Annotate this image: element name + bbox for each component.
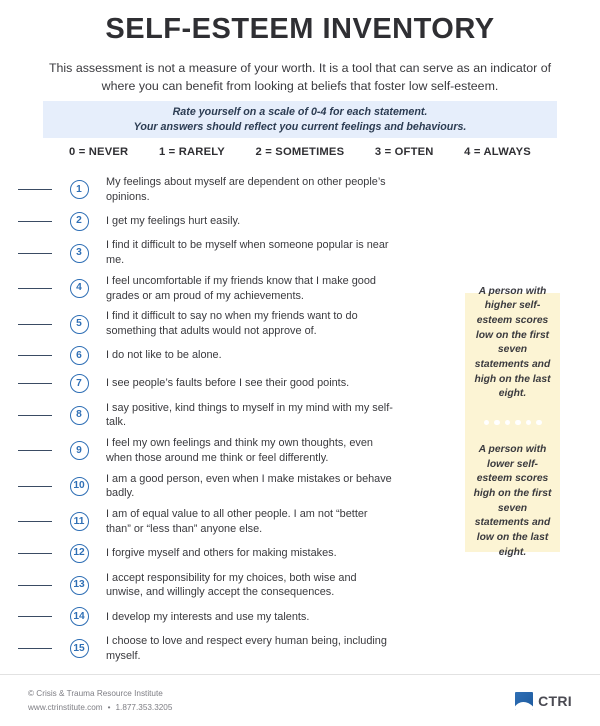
footer-phone: 1.877.353.3205 bbox=[115, 702, 173, 712]
footer-contact bbox=[28, 701, 172, 714]
blank-line bbox=[18, 585, 52, 586]
statement-text: I see people’s faults before I see their good points. bbox=[106, 377, 350, 390]
statement-number-badge: 3 bbox=[70, 244, 89, 263]
statement-text: I do not like to be alone. bbox=[106, 349, 222, 362]
statement-number-wrap bbox=[62, 279, 96, 298]
blank-line bbox=[18, 616, 52, 617]
statement-number-badge: 4 bbox=[70, 279, 89, 298]
score-blank-field[interactable] bbox=[0, 553, 62, 554]
blank-line bbox=[18, 221, 52, 222]
scale-option-3: 3 = OFTEN bbox=[374, 146, 434, 158]
blank-line bbox=[18, 189, 52, 190]
score-blank-field[interactable] bbox=[0, 324, 62, 325]
score-blank-field[interactable] bbox=[0, 221, 62, 222]
statement-number-badge: 12 bbox=[70, 544, 89, 563]
statement-text: I get my feelings hurt easily. bbox=[106, 215, 241, 228]
footer-credits bbox=[28, 687, 172, 713]
score-blank-field[interactable] bbox=[0, 189, 62, 190]
blank-line bbox=[18, 288, 52, 289]
statement-text: I choose to love and respect every human being, including myself. bbox=[106, 634, 387, 662]
statement-number-wrap bbox=[62, 406, 96, 425]
score-blank-field[interactable] bbox=[0, 521, 62, 522]
statement-text: I feel my own feelings and think my own thoughts, even when those around me think or feel differently. bbox=[106, 437, 373, 464]
statement-number-wrap bbox=[62, 346, 96, 365]
instruction-band bbox=[43, 101, 557, 138]
statement-text: I say positive, kind things to myself in my mind with my self-talk. bbox=[106, 401, 393, 429]
blank-line bbox=[18, 648, 52, 649]
statement-number-wrap bbox=[62, 315, 96, 334]
statement-number-badge: 9 bbox=[70, 441, 89, 460]
score-blank-field[interactable] bbox=[0, 648, 62, 649]
separator-dot bbox=[526, 420, 532, 426]
statement-text: I accept responsibility for my choices, both wise and unwise, and willingly accept the consequences. bbox=[106, 571, 357, 599]
scale-option-0: 0 = NEVER bbox=[69, 146, 129, 158]
statement-number-wrap bbox=[62, 639, 96, 658]
separator-dot bbox=[484, 420, 490, 426]
page-footer bbox=[0, 674, 600, 726]
ctri-logo bbox=[515, 692, 572, 710]
statement-text: I forgive myself and others for making mistakes. bbox=[106, 547, 337, 560]
statement-row bbox=[0, 172, 600, 207]
intro-paragraph: This assessment is not a measure of your worth. It is a tool that can serve as an indicator of where you can benefit from looking at beliefs that foster low self-esteem. bbox=[48, 60, 552, 93]
blank-line bbox=[18, 324, 52, 325]
statement-number-wrap bbox=[62, 544, 96, 563]
ctri-logo-text: CTRI bbox=[538, 692, 572, 709]
statement-number-wrap bbox=[62, 374, 96, 393]
footer-website-link[interactable]: www.ctrinstitute.com bbox=[28, 702, 103, 712]
statement-row bbox=[0, 603, 600, 631]
statement-text: My feelings about myself are dependent on other people’s opinions. bbox=[106, 176, 386, 203]
statement-number-badge: 13 bbox=[70, 576, 89, 595]
statement-number-badge: 2 bbox=[70, 212, 89, 231]
blank-line bbox=[18, 521, 52, 522]
statement-number-wrap bbox=[62, 576, 96, 595]
statement-text: I develop my interests and use my talents. bbox=[106, 610, 310, 623]
blank-line bbox=[18, 383, 52, 384]
statement-number-wrap bbox=[62, 512, 96, 531]
statement-row bbox=[0, 235, 600, 270]
note-paragraph-1: A person with higher self-esteem scores low on the first seven statements and high on the last eight. bbox=[474, 285, 551, 400]
statement-number-badge: 5 bbox=[70, 315, 89, 334]
footer-separator: • bbox=[107, 702, 111, 712]
blank-line bbox=[18, 415, 52, 416]
page-title: SELF-ESTEEM INVENTORY bbox=[105, 13, 495, 45]
scoring-note-box bbox=[465, 285, 560, 558]
statement-number-badge: 8 bbox=[70, 406, 89, 425]
footer-copyright: © Crisis & Trauma Resource Institute bbox=[28, 689, 163, 699]
statement-number-badge: 1 bbox=[70, 180, 89, 199]
statement-row bbox=[0, 631, 600, 666]
blank-line bbox=[18, 486, 52, 487]
ctri-wave-icon bbox=[515, 692, 533, 710]
blank-line bbox=[18, 450, 52, 451]
score-blank-field[interactable] bbox=[0, 616, 62, 617]
statement-number-badge: 6 bbox=[70, 346, 89, 365]
score-blank-field[interactable] bbox=[0, 415, 62, 416]
scale-option-4: 4 = ALWAYS bbox=[464, 146, 531, 158]
scale-option-2: 2 = SOMETIMES bbox=[255, 146, 345, 158]
separator-dot bbox=[515, 420, 521, 426]
statement-number-badge: 10 bbox=[70, 477, 89, 496]
separator-dot bbox=[536, 420, 542, 426]
blank-line bbox=[18, 355, 52, 356]
separator-dot bbox=[494, 420, 500, 426]
statement-text: I find it difficult to be myself when someone popular is near me. bbox=[106, 239, 389, 267]
statement-number-badge: 11 bbox=[70, 512, 89, 531]
statement-number-wrap bbox=[62, 244, 96, 263]
blank-line bbox=[18, 253, 52, 254]
blank-line bbox=[18, 553, 52, 554]
dot-separator bbox=[484, 420, 542, 426]
score-blank-field[interactable] bbox=[0, 383, 62, 384]
score-blank-field[interactable] bbox=[0, 486, 62, 487]
score-blank-field[interactable] bbox=[0, 288, 62, 289]
statement-number-badge: 14 bbox=[70, 607, 89, 626]
statement-row bbox=[0, 568, 600, 603]
statement-number-badge: 15 bbox=[70, 639, 89, 658]
statement-number-wrap bbox=[62, 212, 96, 231]
statement-text: I find it difficult to say no when my friends want to do something that adults would not approve of. bbox=[106, 310, 358, 338]
note-paragraph-2: A person with lower self-esteem scores high on the first seven statements and low on the last eight. bbox=[473, 444, 552, 558]
score-blank-field[interactable] bbox=[0, 355, 62, 356]
statement-text: I am of equal value to all other people. I am not “better than” or “less than” anyone else. bbox=[106, 508, 368, 535]
statement-number-wrap bbox=[62, 441, 96, 460]
statement-text: I am a good person, even when I make mistakes or behave badly. bbox=[106, 472, 392, 500]
instruction-line-1: Rate yourself on a scale of 0-4 for each statement. bbox=[172, 105, 428, 118]
statement-number-wrap bbox=[62, 180, 96, 199]
instruction-line-2: Your answers should reflect you current feelings and behaviours. bbox=[133, 120, 467, 133]
statement-number-badge: 7 bbox=[70, 374, 89, 393]
separator-dot bbox=[505, 420, 511, 426]
score-blank-field[interactable] bbox=[0, 253, 62, 254]
score-blank-field[interactable] bbox=[0, 585, 62, 586]
statement-row bbox=[0, 207, 600, 235]
rating-scale-legend bbox=[43, 146, 557, 158]
score-blank-field[interactable] bbox=[0, 450, 62, 451]
statement-number-wrap bbox=[62, 607, 96, 626]
scale-option-1: 1 = RARELY bbox=[158, 146, 225, 158]
statement-number-wrap bbox=[62, 477, 96, 496]
statement-text: I feel uncomfortable if my friends know that I make good grades or am proud of my achievements. bbox=[106, 274, 376, 302]
